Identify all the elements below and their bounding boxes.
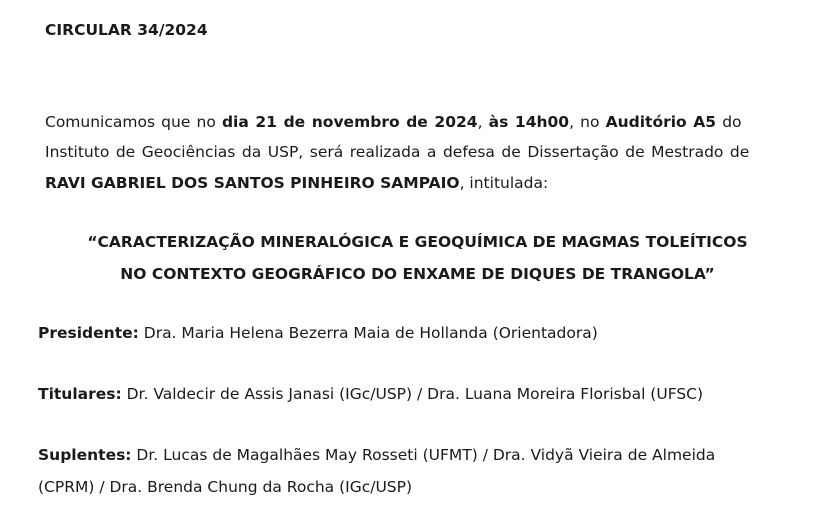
announcement-text: Comunicamos que no [45,113,222,131]
committee-alternates [38,446,715,464]
defense-date: dia 21 de novembro de 2024 [221,113,478,131]
candidate-name: RAVI GABRIEL DOS SANTOS PINHEIRO SAMPAIO [45,174,460,192]
members-value: Dr. Valdecir de Assis Janasi (IGc/USP) / Dra. Luana Moreira Florisbal (UFSC) [121,385,704,403]
announcement-line-2: Instituto de Geociências da USP, será realizada a defesa de Dissertação de Mestrado de [45,143,750,161]
president-value: Dra. Maria Helena Bezerra Maia de Hollanda (Orientadora) [138,324,598,342]
committee-president [38,324,598,342]
defense-time: às 14h00 [488,113,570,131]
thesis-title-line-2: NO CONTEXTO GEOGRÁFICO DO ENXAME DE DIQUES DE TRANGOLA” [120,265,715,283]
announcement-text: , [477,113,489,131]
defense-venue: Auditório A5 [605,113,717,131]
alternates-value: Dr. Lucas de Magalhães May Rosseti (UFMT) / Dra. Vidyã Vieira de Almeida [131,446,716,464]
alternates-label: Suplentes: [38,446,132,464]
announcement-text: , no [569,113,606,131]
president-label: Presidente: [38,324,139,342]
announcement-line-3 [45,174,790,192]
announcement-line-1 [45,113,790,131]
announcement-text: do [716,113,742,131]
committee-alternates-continued: (CPRM) / Dra. Brenda Chung da Rocha (IGc/USP) [38,478,413,496]
thesis-title-line-1: “CARACTERIZAÇÃO MINERALÓGICA E GEOQUÍMICA DE MAGMAS TOLEÍTICOS [87,233,748,251]
announcement-text: , intitulada: [459,174,549,192]
circular-number: CIRCULAR 34/2024 [45,21,208,39]
members-label: Titulares: [38,385,122,403]
committee-members [38,385,703,403]
